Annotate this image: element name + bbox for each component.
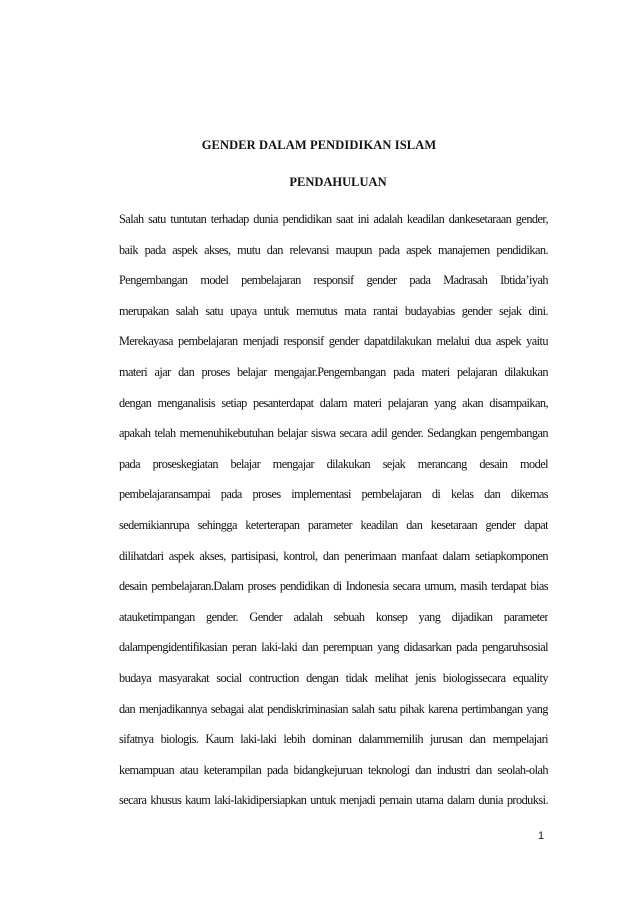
text-line: Pengembangan model pembelajaran responsif gender pada Madrasah Ibtida’iyah [119,273,548,288]
text-line: materi ajar dan proses belajar mengajar.Pengembangan pada materi pelajaran dilakukan [119,364,548,379]
text-line: merupakan salah satu upaya untuk memutus mata rantai budayabias gender sejak dini. [119,303,548,318]
text-line: Salah satu tuntutan terhadap dunia pendidikan saat ini adalah keadilan dankesetaraan gender, [119,212,548,226]
text-line: budaya masyarakat social contruction dengan tidak melihat jenis biologissecara equality [119,670,548,685]
body-paragraph [119,204,548,816]
section-heading: PENDAHULUAN [289,175,387,189]
text-line: Merekayasa pembelajaran menjadi responsif gender dapatdilakukan melalui dua aspek yaitu [119,334,548,349]
text-line: sedemikianrupa sehingga keterterapan parameter keadilan dan kesetaraan gender dapat [119,517,548,532]
text-line: dan menjadikannya sebagai alat pendiskriminasian salah satu pihak karena pertimbangan yang [119,701,548,716]
text-line: atauketimpangan gender. Gender adalah sebuah konsep yang dijadikan parameter [119,609,548,624]
text-line: pembelajaransampai pada proses implementasi pembelajaran di kelas dan dikemas [119,487,548,502]
text-line: dilihatdari aspek akses, partisipasi, kontrol, dan penerimaan manfaat dalam setiapkomponen [119,548,548,563]
text-line: kemampuan atau keterampilan pada bidangkejuruan teknologi dan industri dan seolah-olah [119,762,548,777]
document-title: GENDER DALAM PENDIDIKAN ISLAM [201,138,437,152]
text-line: dengan menganalisis setiap pesanterdapat dalam materi pelajaran yang akan disampaikan, [119,395,548,410]
text-line: apakah telah memenuhikebutuhan belajar siswa secara adil gender. Sedangkan pengembangan [119,426,548,441]
page-number: 1 [538,830,545,842]
text-line: secara khusus kaum laki-lakidipersiapkan untuk menjadi pemain utama dalam dunia produksi. [119,793,548,808]
text-line: sifatnya biologis. Kaum laki-laki lebih dominan dalammemilih jurusan dan mempelajari [119,732,548,747]
text-line: dalampengidentifikasian peran laki-laki dan perempuan yang didasarkan pada pengaruhsosial [119,640,548,655]
text-line: baik pada aspek akses, mutu dan relevansi maupun pada aspek manajemen pendidikan. [119,242,548,257]
text-line: pada proseskegiatan belajar mengajar dilakukan sejak merancang desain model [119,456,548,471]
text-line: desain pembelajaran.Dalam proses pendidikan di Indonesia secara umum, masih terdapat bias [119,579,548,594]
